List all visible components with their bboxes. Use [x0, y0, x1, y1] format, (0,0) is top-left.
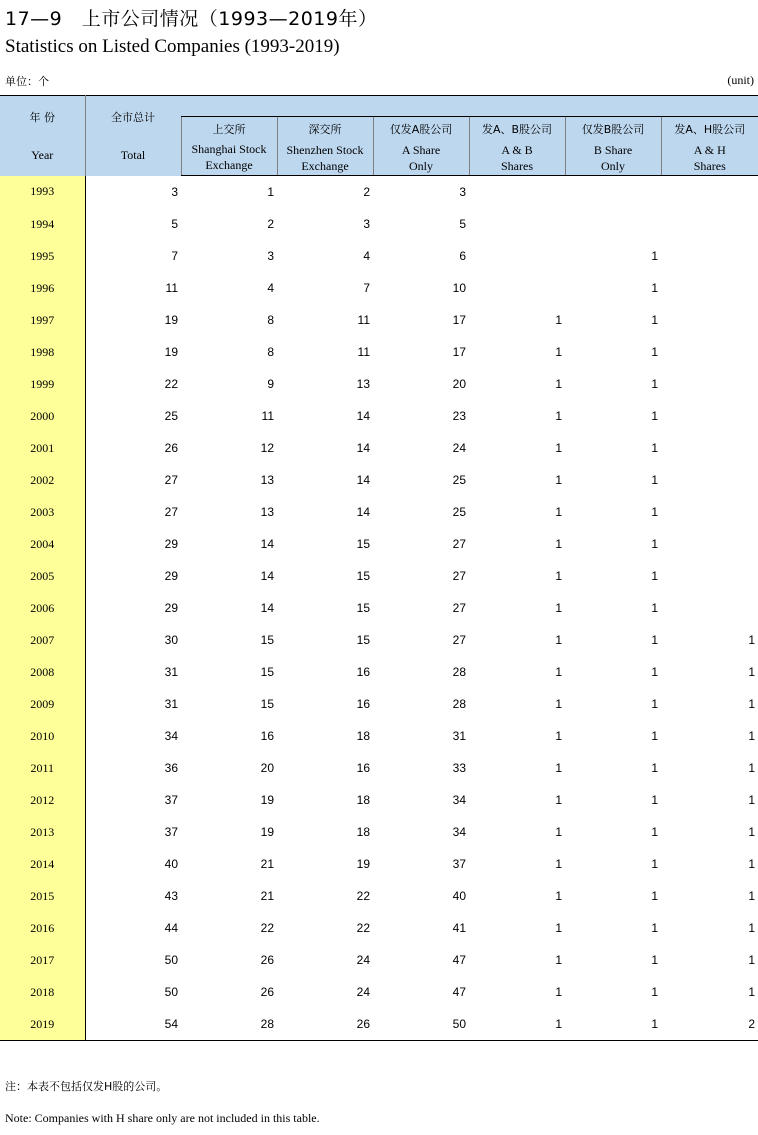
value-cell: 1	[555, 953, 562, 967]
value-cell: 1	[748, 889, 755, 903]
value-cell: 37	[164, 825, 178, 839]
value-cell: 1	[555, 985, 562, 999]
value-cell: 23	[452, 409, 466, 423]
year-cell: 2005	[0, 560, 85, 592]
statistics-table-container	[0, 95, 758, 1041]
value-cell: 1	[555, 313, 562, 327]
value-cell: 1	[651, 889, 658, 903]
value-cell	[661, 400, 758, 432]
value-cell: 1	[651, 665, 658, 679]
value-cell: 29	[164, 569, 178, 583]
value-cell: 1	[748, 793, 755, 807]
value-cell: 8	[267, 313, 274, 327]
value-cell: 1	[651, 921, 658, 935]
value-cell: 1	[555, 793, 562, 807]
header-year-en: Year	[31, 148, 54, 162]
value-cell: 11	[165, 281, 178, 295]
year-cell: 2006	[0, 592, 85, 624]
value-cell	[661, 208, 758, 240]
value-cell: 29	[164, 537, 178, 551]
value-cell: 18	[356, 825, 370, 839]
value-cell: 50	[373, 1008, 469, 1041]
header-year-cn: 年 份	[29, 111, 55, 124]
value-cell: 25	[164, 409, 178, 423]
value-cell: 27	[452, 601, 466, 615]
value-cell: 24	[356, 953, 370, 967]
value-cell	[661, 304, 758, 336]
value-cell: 1	[651, 633, 658, 647]
year-cell: 2018	[0, 976, 85, 1008]
value-cell: 29	[164, 601, 178, 615]
value-cell: 13	[260, 473, 274, 487]
table-row	[0, 944, 758, 976]
header-col-6	[565, 117, 661, 176]
value-cell: 1	[555, 633, 562, 647]
table-row	[0, 1008, 758, 1041]
table-row	[0, 656, 758, 688]
value-cell: 37	[452, 857, 466, 871]
value-cell: 1	[555, 921, 562, 935]
value-cell: 15	[260, 633, 274, 647]
year-cell: 2015	[0, 880, 85, 912]
table-row	[0, 208, 758, 240]
value-cell: 1	[651, 473, 658, 487]
value-cell: 44	[164, 921, 178, 935]
value-cell: 8	[267, 345, 274, 359]
value-cell	[469, 176, 565, 209]
value-cell: 19	[260, 825, 274, 839]
value-cell: 34	[452, 825, 466, 839]
year-cell: 2008	[0, 656, 85, 688]
value-cell: 1	[651, 313, 658, 327]
value-cell: 11	[261, 409, 274, 423]
value-cell: 1	[651, 985, 658, 999]
table-row	[0, 880, 758, 912]
year-cell: 2016	[0, 912, 85, 944]
year-cell: 2010	[0, 720, 85, 752]
value-cell	[661, 272, 758, 304]
value-cell: 47	[452, 953, 466, 967]
year-cell: 2007	[0, 624, 85, 656]
value-cell: 40	[164, 857, 178, 871]
value-cell: 3	[171, 184, 178, 199]
value-cell: 31	[164, 697, 178, 711]
page-title-cn: 17—9 上市公司情况（1993—2019年）	[5, 8, 378, 30]
value-cell: 1	[651, 249, 658, 263]
value-cell: 1	[555, 377, 562, 391]
value-cell: 20	[452, 377, 466, 391]
header-col-cn: 发A、H股公司	[674, 123, 746, 136]
header-col-7	[661, 117, 758, 176]
header-col-3	[277, 117, 373, 176]
value-cell	[565, 176, 661, 209]
table-row	[0, 912, 758, 944]
header-col-en	[470, 142, 565, 174]
value-cell: 26	[277, 1008, 373, 1041]
value-cell: 3	[459, 185, 466, 199]
value-cell: 19	[260, 793, 274, 807]
value-cell: 1	[565, 1008, 661, 1041]
value-cell: 1	[651, 409, 658, 423]
header-top-band	[181, 96, 758, 117]
value-cell: 28	[452, 697, 466, 711]
header-col-cn: 仅发A股公司	[389, 123, 453, 136]
value-cell: 1	[555, 473, 562, 487]
value-cell: 7	[171, 249, 178, 263]
value-cell: 1	[555, 889, 562, 903]
value-cell: 33	[452, 761, 466, 775]
header-col-en	[278, 142, 373, 174]
value-cell: 1	[748, 825, 755, 839]
value-cell: 31	[452, 729, 466, 743]
value-cell: 30	[164, 633, 178, 647]
value-cell: 22	[164, 377, 178, 391]
value-cell: 27	[164, 473, 178, 487]
year-cell: 1997	[0, 304, 85, 336]
value-cell	[661, 464, 758, 496]
value-cell: 22	[356, 889, 370, 903]
value-cell: 14	[356, 505, 370, 519]
table-row	[0, 464, 758, 496]
value-cell: 12	[260, 441, 274, 455]
value-cell: 28	[181, 1008, 277, 1041]
value-cell: 1	[651, 729, 658, 743]
table-row	[0, 432, 758, 464]
value-cell	[661, 528, 758, 560]
value-cell: 16	[356, 761, 370, 775]
value-cell: 7	[363, 281, 370, 295]
table-body	[0, 176, 758, 1041]
year-cell: 2014	[0, 848, 85, 880]
value-cell	[661, 432, 758, 464]
value-cell: 1	[651, 281, 658, 295]
value-cell: 14	[356, 409, 370, 423]
year-cell: 2000	[0, 400, 85, 432]
value-cell: 1	[555, 569, 562, 583]
table-row	[0, 592, 758, 624]
value-cell: 1	[555, 441, 562, 455]
header-col-en-line2: Only	[601, 159, 625, 173]
value-cell: 9	[267, 377, 274, 391]
table-row	[0, 240, 758, 272]
header-col-cn: 仅发B股公司	[581, 123, 645, 136]
value-cell: 1	[555, 505, 562, 519]
value-cell: 1	[555, 601, 562, 615]
value-cell: 15	[260, 665, 274, 679]
year-cell: 1994	[0, 208, 85, 240]
value-cell: 14	[260, 537, 274, 551]
value-cell: 17	[452, 345, 466, 359]
table-row	[0, 336, 758, 368]
value-cell: 20	[260, 761, 274, 775]
table-row	[0, 848, 758, 880]
page-title-en: Statistics on Listed Companies (1993-2019)	[5, 36, 340, 57]
header-col-en	[182, 141, 277, 173]
value-cell: 2	[363, 185, 370, 199]
value-cell: 14	[356, 473, 370, 487]
value-cell: 13	[260, 505, 274, 519]
table-row	[0, 272, 758, 304]
value-cell: 1	[651, 761, 658, 775]
value-cell: 11	[357, 313, 370, 327]
value-cell: 1	[651, 537, 658, 551]
value-cell: 37	[164, 793, 178, 807]
value-cell	[661, 368, 758, 400]
header-col-4	[373, 117, 469, 176]
table-row	[0, 688, 758, 720]
value-cell: 4	[267, 281, 274, 295]
value-cell: 17	[452, 313, 466, 327]
value-cell: 14	[356, 441, 370, 455]
value-cell: 27	[164, 505, 178, 519]
year-cell: 2009	[0, 688, 85, 720]
value-cell: 24	[452, 441, 466, 455]
value-cell: 1	[555, 665, 562, 679]
value-cell: 5	[459, 217, 466, 231]
value-cell	[469, 208, 565, 240]
footnote-cn: 注：本表不包括仅发H股的公司。	[5, 1080, 168, 1093]
header-col-en-line1: Shanghai Stock	[191, 142, 267, 156]
header-year	[0, 96, 85, 176]
header-col-en-line2: Exchange	[301, 159, 349, 173]
value-cell: 1	[555, 537, 562, 551]
table-row	[0, 560, 758, 592]
value-cell: 1	[651, 569, 658, 583]
value-cell: 3	[267, 249, 274, 263]
year-cell: 1998	[0, 336, 85, 368]
table-row	[0, 304, 758, 336]
value-cell: 36	[164, 761, 178, 775]
year-cell: 2011	[0, 752, 85, 784]
value-cell	[565, 208, 661, 240]
value-cell: 24	[356, 985, 370, 999]
value-cell: 1	[651, 377, 658, 391]
value-cell: 6	[459, 249, 466, 263]
header-col-en-line2: Shares	[693, 159, 726, 173]
value-cell: 1	[555, 409, 562, 423]
table-row	[0, 528, 758, 560]
value-cell: 1	[555, 697, 562, 711]
header-col-cn: 深交所	[308, 123, 342, 136]
value-cell: 1	[748, 697, 755, 711]
value-cell	[661, 560, 758, 592]
value-cell: 3	[363, 217, 370, 231]
value-cell: 16	[356, 665, 370, 679]
value-cell: 27	[452, 569, 466, 583]
table-row	[0, 976, 758, 1008]
header-col-en-line2: Exchange	[205, 158, 253, 172]
year-cell: 2019	[0, 1008, 85, 1041]
header-col-en	[662, 142, 758, 174]
value-cell	[661, 240, 758, 272]
value-cell	[469, 240, 565, 272]
table-row	[0, 816, 758, 848]
value-cell: 5	[171, 217, 178, 231]
header-col-en-line1: Shenzhen Stock	[286, 143, 364, 157]
value-cell: 4	[363, 249, 370, 263]
value-cell: 22	[356, 921, 370, 935]
value-cell: 21	[260, 889, 274, 903]
value-cell: 34	[164, 729, 178, 743]
header-col-2	[181, 117, 277, 176]
header-col-en-line1: A Share	[401, 143, 441, 157]
value-cell: 27	[452, 537, 466, 551]
header-total-cn: 全市总计	[111, 111, 155, 124]
value-cell: 26	[260, 953, 274, 967]
value-cell: 1	[469, 1008, 565, 1041]
year-cell: 1996	[0, 272, 85, 304]
header-total	[85, 96, 181, 176]
value-cell: 11	[357, 345, 370, 359]
value-cell: 41	[452, 921, 466, 935]
header-col-cn: 发A、B股公司	[481, 123, 553, 136]
header-col-en-line1: A & B	[501, 143, 533, 157]
value-cell: 43	[164, 889, 178, 903]
value-cell: 1	[555, 761, 562, 775]
year-cell: 2004	[0, 528, 85, 560]
value-cell: 1	[651, 441, 658, 455]
value-cell: 1	[748, 921, 755, 935]
value-cell	[661, 592, 758, 624]
table-row	[0, 176, 758, 209]
value-cell: 18	[356, 729, 370, 743]
table-header	[0, 96, 758, 176]
table-row	[0, 368, 758, 400]
header-col-en	[374, 142, 469, 174]
value-cell: 1	[748, 985, 755, 999]
value-cell: 1	[748, 665, 755, 679]
value-cell: 50	[164, 985, 178, 999]
value-cell: 1	[651, 793, 658, 807]
header-col-en-line1: B Share	[593, 143, 633, 157]
header-total-en: Total	[120, 148, 146, 162]
header-col-en-line2: Only	[409, 159, 433, 173]
year-cell: 2002	[0, 464, 85, 496]
value-cell: 1	[555, 345, 562, 359]
table-row	[0, 624, 758, 656]
value-cell: 1	[555, 825, 562, 839]
value-cell: 25	[452, 473, 466, 487]
value-cell: 14	[260, 601, 274, 615]
value-cell: 14	[260, 569, 274, 583]
value-cell: 15	[356, 601, 370, 615]
table-row	[0, 784, 758, 816]
value-cell: 40	[452, 889, 466, 903]
header-col-en	[566, 142, 661, 174]
footnote-en: Note: Companies with H share only are not included in this table.	[5, 1111, 320, 1125]
value-cell: 34	[452, 793, 466, 807]
value-cell: 1	[555, 729, 562, 743]
value-cell: 1	[267, 185, 274, 199]
value-cell: 21	[260, 857, 274, 871]
value-cell	[469, 272, 565, 304]
listed-companies-table	[0, 95, 758, 1041]
value-cell: 10	[452, 281, 466, 295]
header-col-en-line2: Shares	[501, 159, 533, 173]
value-cell: 13	[356, 377, 370, 391]
value-cell: 18	[356, 793, 370, 807]
value-cell: 2	[267, 217, 274, 231]
value-cell: 54	[85, 1008, 181, 1041]
header-col-en-line1: A & H	[693, 143, 726, 157]
value-cell: 25	[452, 505, 466, 519]
table-row	[0, 400, 758, 432]
value-cell: 19	[164, 345, 178, 359]
value-cell: 19	[164, 313, 178, 327]
value-cell: 16	[260, 729, 274, 743]
value-cell: 1	[748, 729, 755, 743]
year-cell: 2017	[0, 944, 85, 976]
value-cell: 2	[661, 1008, 758, 1041]
year-cell: 2003	[0, 496, 85, 528]
year-cell: 2001	[0, 432, 85, 464]
header-col-5	[469, 117, 565, 176]
value-cell	[661, 176, 758, 209]
unit-label-en: (unit)	[727, 73, 754, 87]
value-cell	[661, 496, 758, 528]
year-cell: 2013	[0, 816, 85, 848]
value-cell: 26	[164, 441, 178, 455]
value-cell: 1	[748, 857, 755, 871]
year-cell: 1995	[0, 240, 85, 272]
header-col-cn: 上交所	[212, 123, 246, 136]
table-row	[0, 752, 758, 784]
table-row	[0, 720, 758, 752]
year-cell: 2012	[0, 784, 85, 816]
value-cell: 1	[651, 345, 658, 359]
value-cell: 1	[651, 825, 658, 839]
value-cell: 15	[356, 537, 370, 551]
value-cell: 28	[452, 665, 466, 679]
value-cell: 22	[260, 921, 274, 935]
value-cell: 31	[164, 665, 178, 679]
value-cell: 47	[452, 985, 466, 999]
value-cell: 50	[164, 953, 178, 967]
value-cell: 26	[260, 985, 274, 999]
value-cell: 15	[260, 697, 274, 711]
value-cell	[661, 336, 758, 368]
value-cell: 19	[356, 857, 370, 871]
year-cell: 1993	[0, 176, 85, 209]
year-cell: 1999	[0, 368, 85, 400]
value-cell: 1	[651, 505, 658, 519]
value-cell: 1	[651, 697, 658, 711]
value-cell: 1	[651, 857, 658, 871]
table-row	[0, 496, 758, 528]
value-cell: 16	[356, 697, 370, 711]
value-cell: 15	[356, 569, 370, 583]
value-cell: 1	[555, 857, 562, 871]
value-cell: 1	[748, 761, 755, 775]
value-cell: 1	[651, 601, 658, 615]
value-cell: 1	[651, 953, 658, 967]
value-cell: 15	[356, 633, 370, 647]
value-cell: 1	[748, 953, 755, 967]
unit-label-cn: 单位：个	[5, 75, 49, 88]
value-cell: 27	[452, 633, 466, 647]
value-cell: 1	[748, 633, 755, 647]
